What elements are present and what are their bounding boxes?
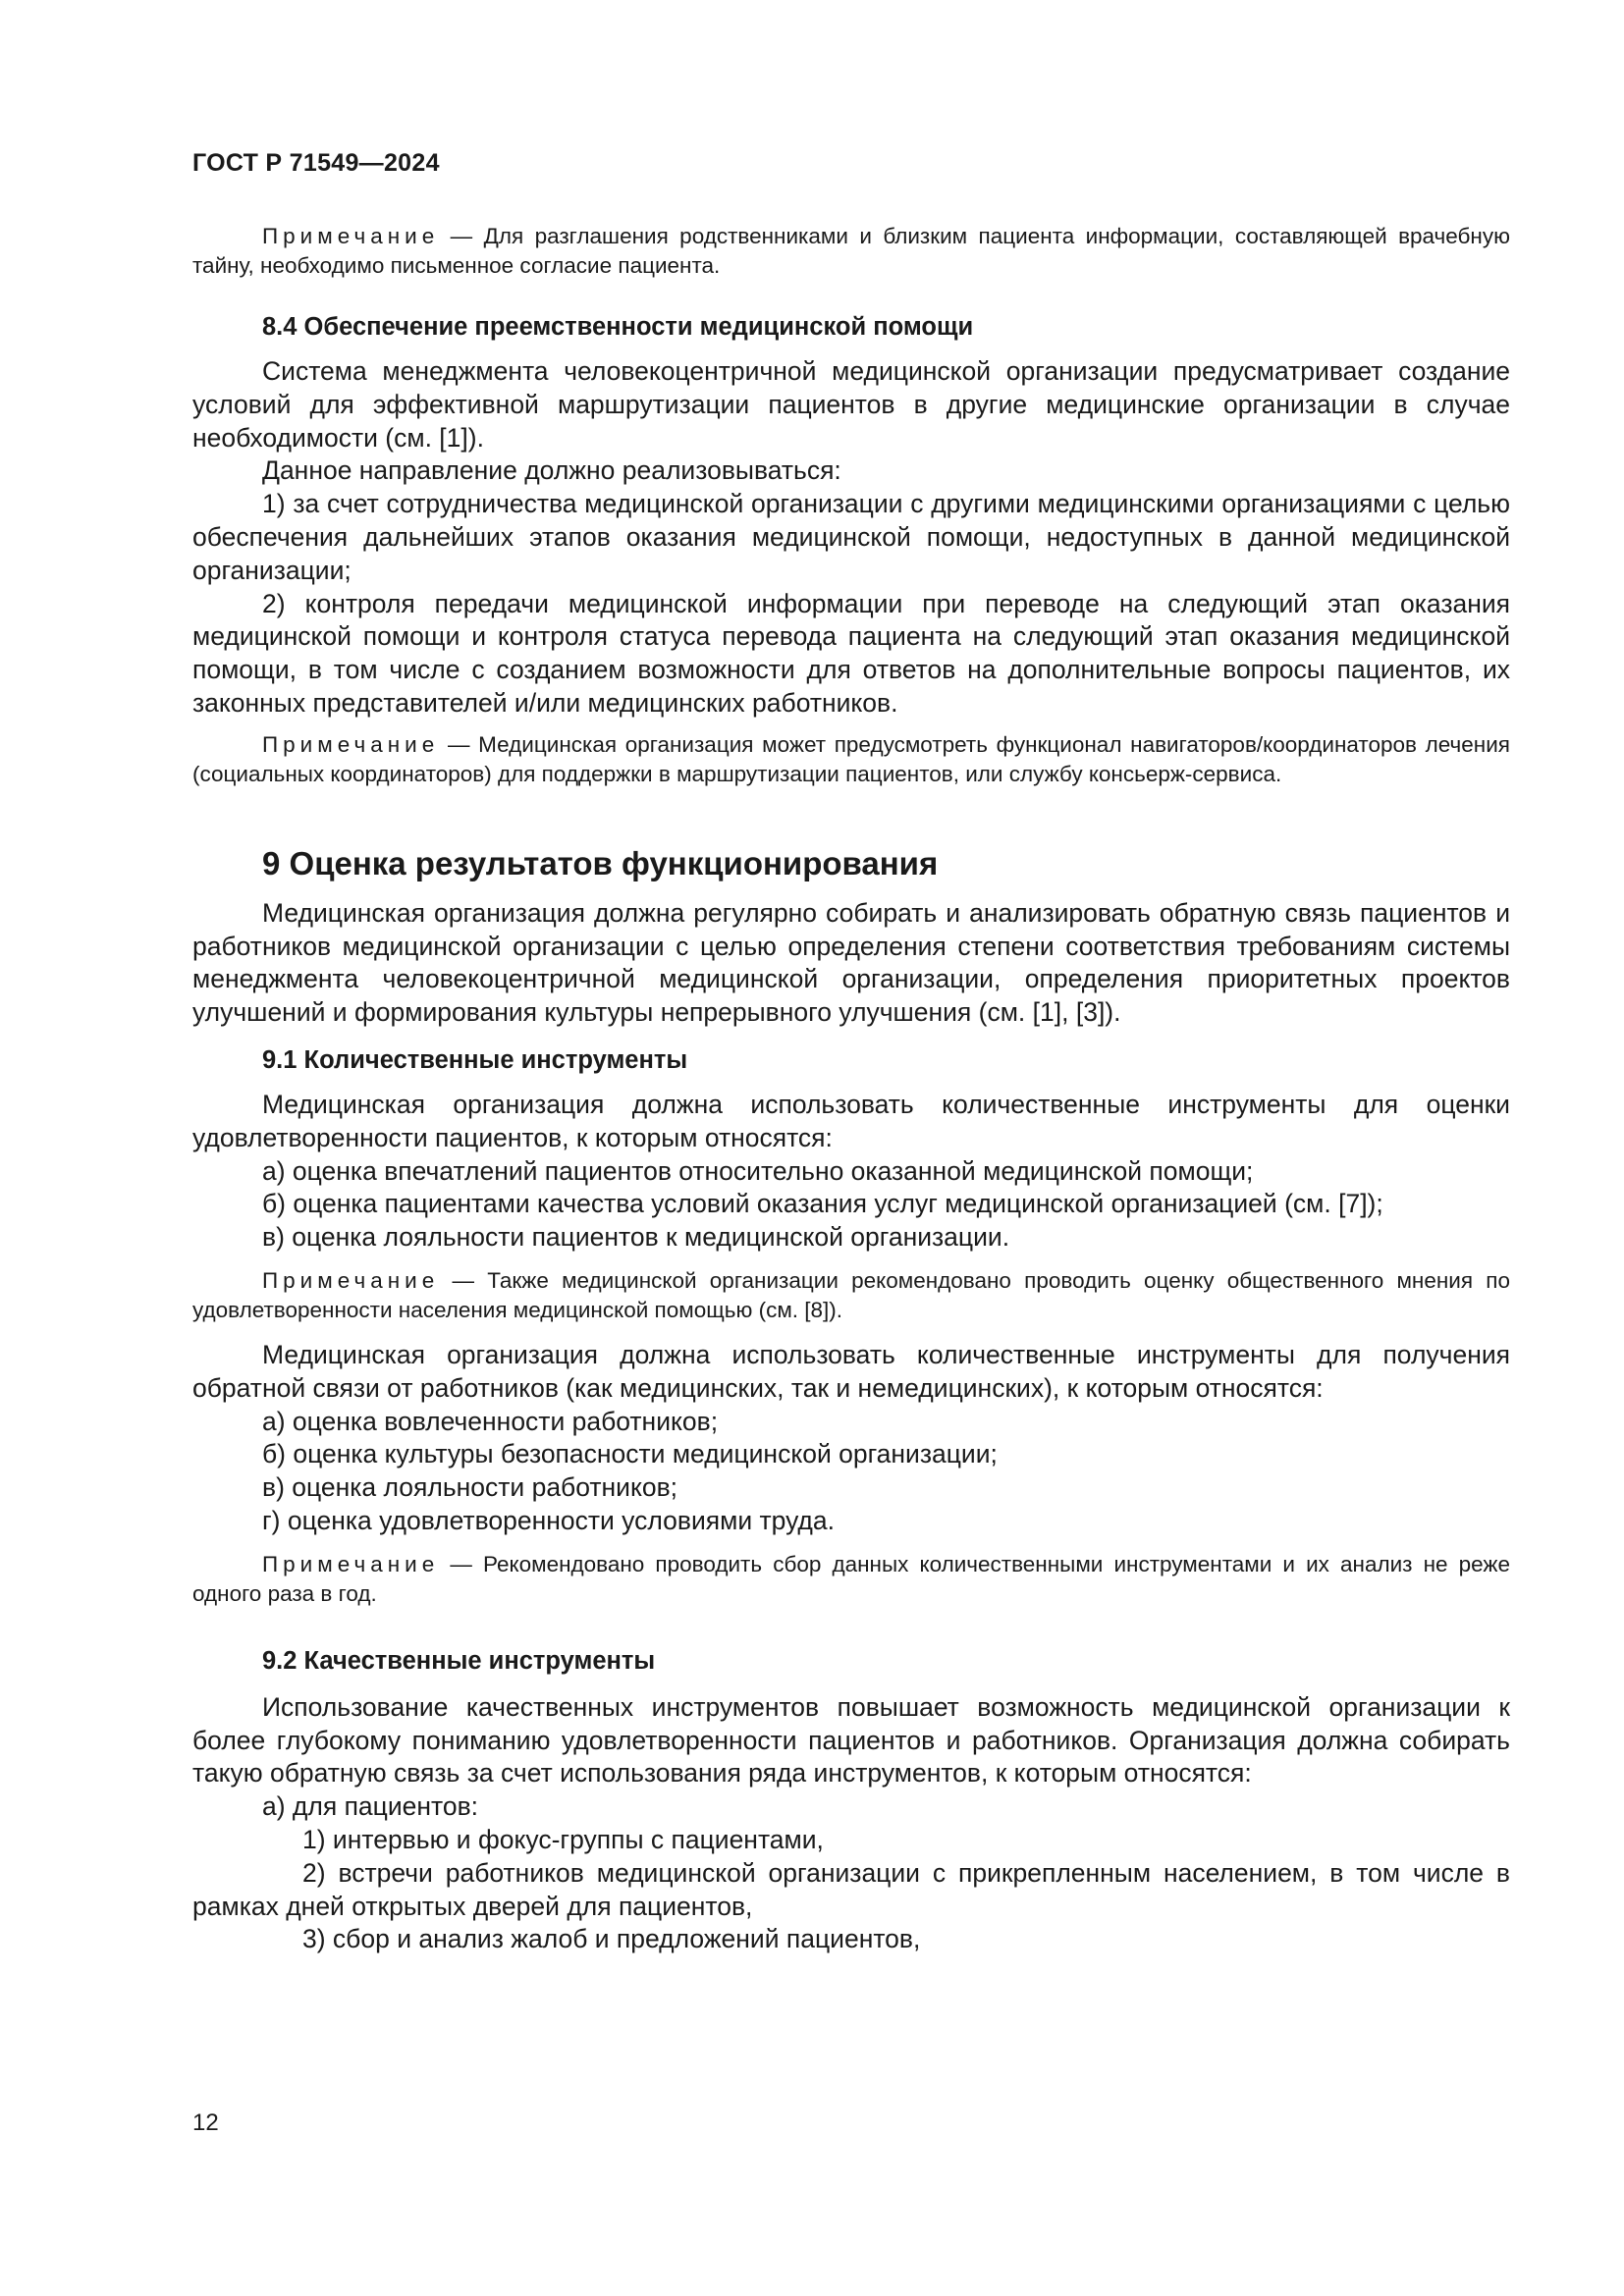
note-text: Рекомендовано проводить сбор данных количественными инструментами и их анализ не реже одного раза в год. [192, 1551, 1510, 1606]
note-text: Для разглашения родственниками и близким пациента информации, составляющей врачебную тайну, необходимо письменное согласие пациента. [192, 224, 1510, 278]
section-9-2-list-label: а) для пациентов: [262, 1791, 479, 1822]
section-9-title: 9 Оценка результатов функционирования [262, 844, 939, 881]
note-dash: — [439, 224, 484, 248]
list-item: 2) встречи работников медицинской организации с прикрепленным населением, в том числе в рамках дней открытых дверей для пациентов, [192, 1857, 1510, 1921]
list-item: 3) сбор и анализ жалоб и предложений пациентов, [302, 1924, 921, 1954]
section-8-4-item-1: 1) за счет сотрудничества медицинской организации с другими медицинскими организациями с целью обеспечения дальнейших этапов оказания медицинской помощи, недоступных в данной медицинской организации; [192, 489, 1510, 585]
section-8-4-title: 8.4 Обеспечение преемственности медицинской помощи [262, 313, 974, 341]
section-9-1-paragraph-2: Медицинская организация должна использовать количественные инструменты для получения обратной связи от работников (как медицинских, так и немедицинских), к которым относятся: [192, 1339, 1510, 1403]
section-8-4-item-2: 2) контроля передачи медицинской информации при переводе на следующий этап оказания медицинской помощи и контроля статуса перевода пациента на следующий этап оказания медицинской помощи, в том числе с созданием возможности для ответов на дополнительные вопросы пациентов, их законных представителей и/или медицинских работников. [192, 588, 1510, 718]
list-item: б) оценка культуры безопасности медицинской организации; [262, 1439, 998, 1469]
section-8-4-paragraph-2: Данное направление должно реализовываться: [262, 455, 841, 486]
note-label: Примечание [262, 1551, 440, 1576]
note-text: Медицинская организация может предусмотреть функционал навигаторов/координаторов лечения (социальных координаторов) для поддержки в маршрутизации пациентов, или службу консьерж-сервиса. [192, 731, 1510, 786]
list-item: а) оценка впечатлений пациентов относительно оказанной медицинской помощи; [262, 1155, 1254, 1186]
page-number: 12 [192, 2109, 219, 2136]
section-9-paragraph-1: Медицинская организация должна регулярно собирать и анализировать обратную связь пациентов и работников медицинской организации с целью определения степени соответствия требованиям системы менеджмента человекоцентричной медицинской организации, определения приоритетных проектов улучшений и формирования культуры непрерывного улучшения (см. [1], [3]). [192, 897, 1510, 1028]
note-label: Примечание [262, 1267, 440, 1293]
section-9-2-paragraph-1: Использование качественных инструментов повышает возможность медицинской организации к более глубокому пониманию удовлетворенности пациентов и работников. Организация должна собирать такую обратную связь за счет использования ряда инструментов, к которым относятся: [192, 1691, 1510, 1789]
section-9-1-note-2 [192, 1550, 1510, 1609]
note-label: Примечание [262, 224, 440, 248]
list-item: б) оценка пациентами качества условий оказания услуг медицинской организацией (см. [7]); [262, 1189, 1383, 1219]
note-text: Также медицинской организации рекомендовано проводить оценку общественного мнения по удовлетворенности населения медицинской помощью (см. [8]). [192, 1267, 1510, 1322]
section-9-1-title: 9.1 Количественные инструменты [262, 1045, 688, 1074]
section-8-4-paragraph-1: Система менеджмента человекоцентричной медицинской организации предусматривает создание условий для эффективной маршрутизации пациентов в другие медицинские организации в случае необходимости (см. [1]). [192, 356, 1510, 453]
section-9-1-note-1 [192, 1266, 1510, 1325]
note-label: Примечание [262, 731, 440, 757]
page-content [192, 222, 1510, 1956]
list-item: в) оценка лояльности пациентов к медицинской организации. [262, 1222, 1010, 1253]
list-item: а) оценка вовлеченности работников; [262, 1406, 719, 1436]
section-8-4-note [192, 730, 1510, 789]
note-dash: — [439, 1551, 483, 1576]
list-item: 1) интервью и фокус-группы с пациентами, [302, 1824, 824, 1854]
list-item: г) оценка удовлетворенности условиями труда. [262, 1505, 835, 1535]
section-9-1-paragraph-1: Медицинская организация должна использовать количественные инструменты для оценки удовлетворенности пациентов, к которым относятся: [192, 1089, 1510, 1152]
note-dash: — [439, 1267, 488, 1293]
section-9-2-title: 9.2 Качественные инструменты [262, 1646, 656, 1675]
document-header: ГОСТ Р 71549—2024 [192, 149, 440, 177]
note-dash: — [439, 731, 479, 757]
list-item: в) оценка лояльности работников; [262, 1472, 678, 1503]
note-1 [192, 222, 1510, 281]
